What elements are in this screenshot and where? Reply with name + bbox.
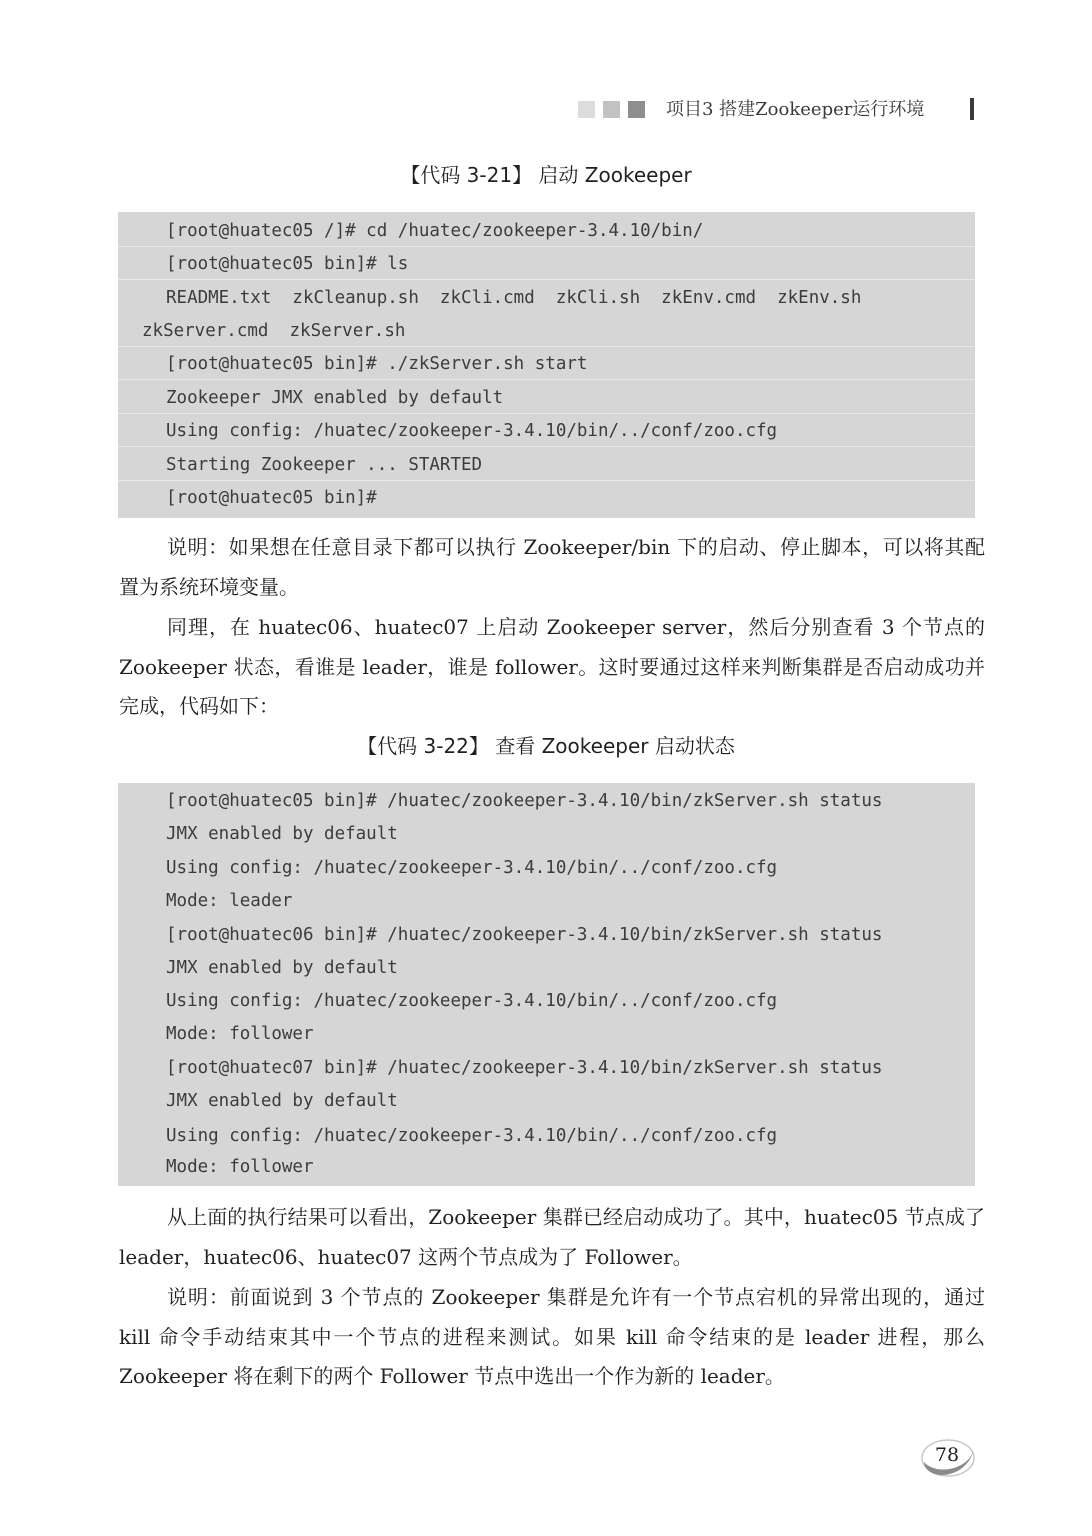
code-row-separator — [118, 413, 975, 414]
page-number-badge — [918, 1432, 978, 1482]
code-line: JMX enabled by default — [166, 958, 398, 978]
header-bar — [970, 98, 974, 120]
code-line: [root@huatec05 bin]# ls — [166, 254, 409, 274]
code-line: README.txt zkCleanup.sh zkCli.cmd zkCli.sh zkEnv.cmd zkEnv.sh — [166, 288, 862, 308]
header-title: 项目3 搭建Zookeeper运行环境 — [666, 99, 925, 120]
page-number: 78 — [934, 1444, 960, 1466]
code-line: [root@huatec06 bin]# /huatec/zookeeper-3.4.10/bin/zkServer.sh status — [166, 925, 883, 945]
code-line: [root@huatec05 /]# cd /huatec/zookeeper-3.4.10/bin/ — [166, 221, 704, 241]
code-line: Using config: /huatec/zookeeper-3.4.10/bin/../conf/zoo.cfg — [166, 991, 778, 1011]
code-line: Using config: /huatec/zookeeper-3.4.10/bin/../conf/zoo.cfg — [166, 421, 778, 441]
header-square-light — [578, 101, 595, 118]
code-caption-3-21: 【代码 3-21】 启动 Zookeeper — [400, 163, 692, 187]
code-line: Using config: /huatec/zookeeper-3.4.10/bin/../conf/zoo.cfg — [166, 858, 778, 878]
code-line: Mode: follower — [166, 1157, 314, 1177]
paragraph-note-env: 说明：如果想在任意目录下都可以执行 Zookeeper/bin 下的启动、停止脚本，可以将其配置为系统环境变量。 — [119, 535, 985, 599]
code-block-3-22 — [118, 783, 975, 1186]
code-row-separator — [118, 379, 975, 380]
code-line: JMX enabled by default — [166, 824, 398, 844]
code-line: Mode: leader — [166, 891, 293, 911]
code-row-separator — [118, 246, 975, 247]
header-square-dark — [628, 101, 645, 118]
code-row-separator — [118, 346, 975, 347]
code-line: Zookeeper JMX enabled by default — [166, 388, 504, 408]
code-line: JMX enabled by default — [166, 1091, 398, 1111]
code-line: [root@huatec05 bin]# ./zkServer.sh start — [166, 354, 588, 374]
code-row-separator — [118, 446, 975, 447]
code-line: Mode: follower — [166, 1024, 314, 1044]
code-block-3-21 — [118, 212, 975, 518]
header-square-medium — [603, 101, 620, 118]
code-line: [root@huatec07 bin]# /huatec/zookeeper-3.4.10/bin/zkServer.sh status — [166, 1058, 883, 1078]
paragraph-start-others: 同理，在 huatec06、huatec07 上启动 Zookeeper server，然后分别查看 3 个节点的 Zookeeper 状态，看谁是 leader，谁是 follower。这时要通过这样来判断集群是否启动成功并完成，代码如下： — [119, 615, 985, 718]
code-line: [root@huatec05 bin]# /huatec/zookeeper-3.4.10/bin/zkServer.sh status — [166, 791, 883, 811]
paragraph-note-failover: 说明：前面说到 3 个节点的 Zookeeper 集群是允许有一个节点宕机的异常出现的，通过 kill 命令手动结束其中一个节点的进程来测试。如果 kill 命令结束的是 leader 进程，那么 Zookeeper 将在剩下的两个 Follower 节点中选出一个作为新的 leader。 — [119, 1285, 985, 1388]
code-caption-3-22: 【代码 3-22】 查看 Zookeeper 启动状态 — [357, 734, 735, 758]
paragraph-result: 从上面的执行结果可以看出，Zookeeper 集群已经启动成功了。其中，huatec05 节点成了 leader，huatec06、huatec07 这两个节点成为了 Follower。 — [119, 1205, 985, 1269]
code-line: Starting Zookeeper ... STARTED — [166, 455, 483, 475]
code-line-wrapped: zkServer.cmd zkServer.sh — [142, 321, 406, 341]
code-line: Using config: /huatec/zookeeper-3.4.10/bin/../conf/zoo.cfg — [166, 1126, 778, 1146]
code-row-separator — [118, 480, 975, 481]
code-row-separator — [118, 279, 975, 280]
code-line: [root@huatec05 bin]# — [166, 488, 377, 508]
running-header — [578, 96, 978, 128]
